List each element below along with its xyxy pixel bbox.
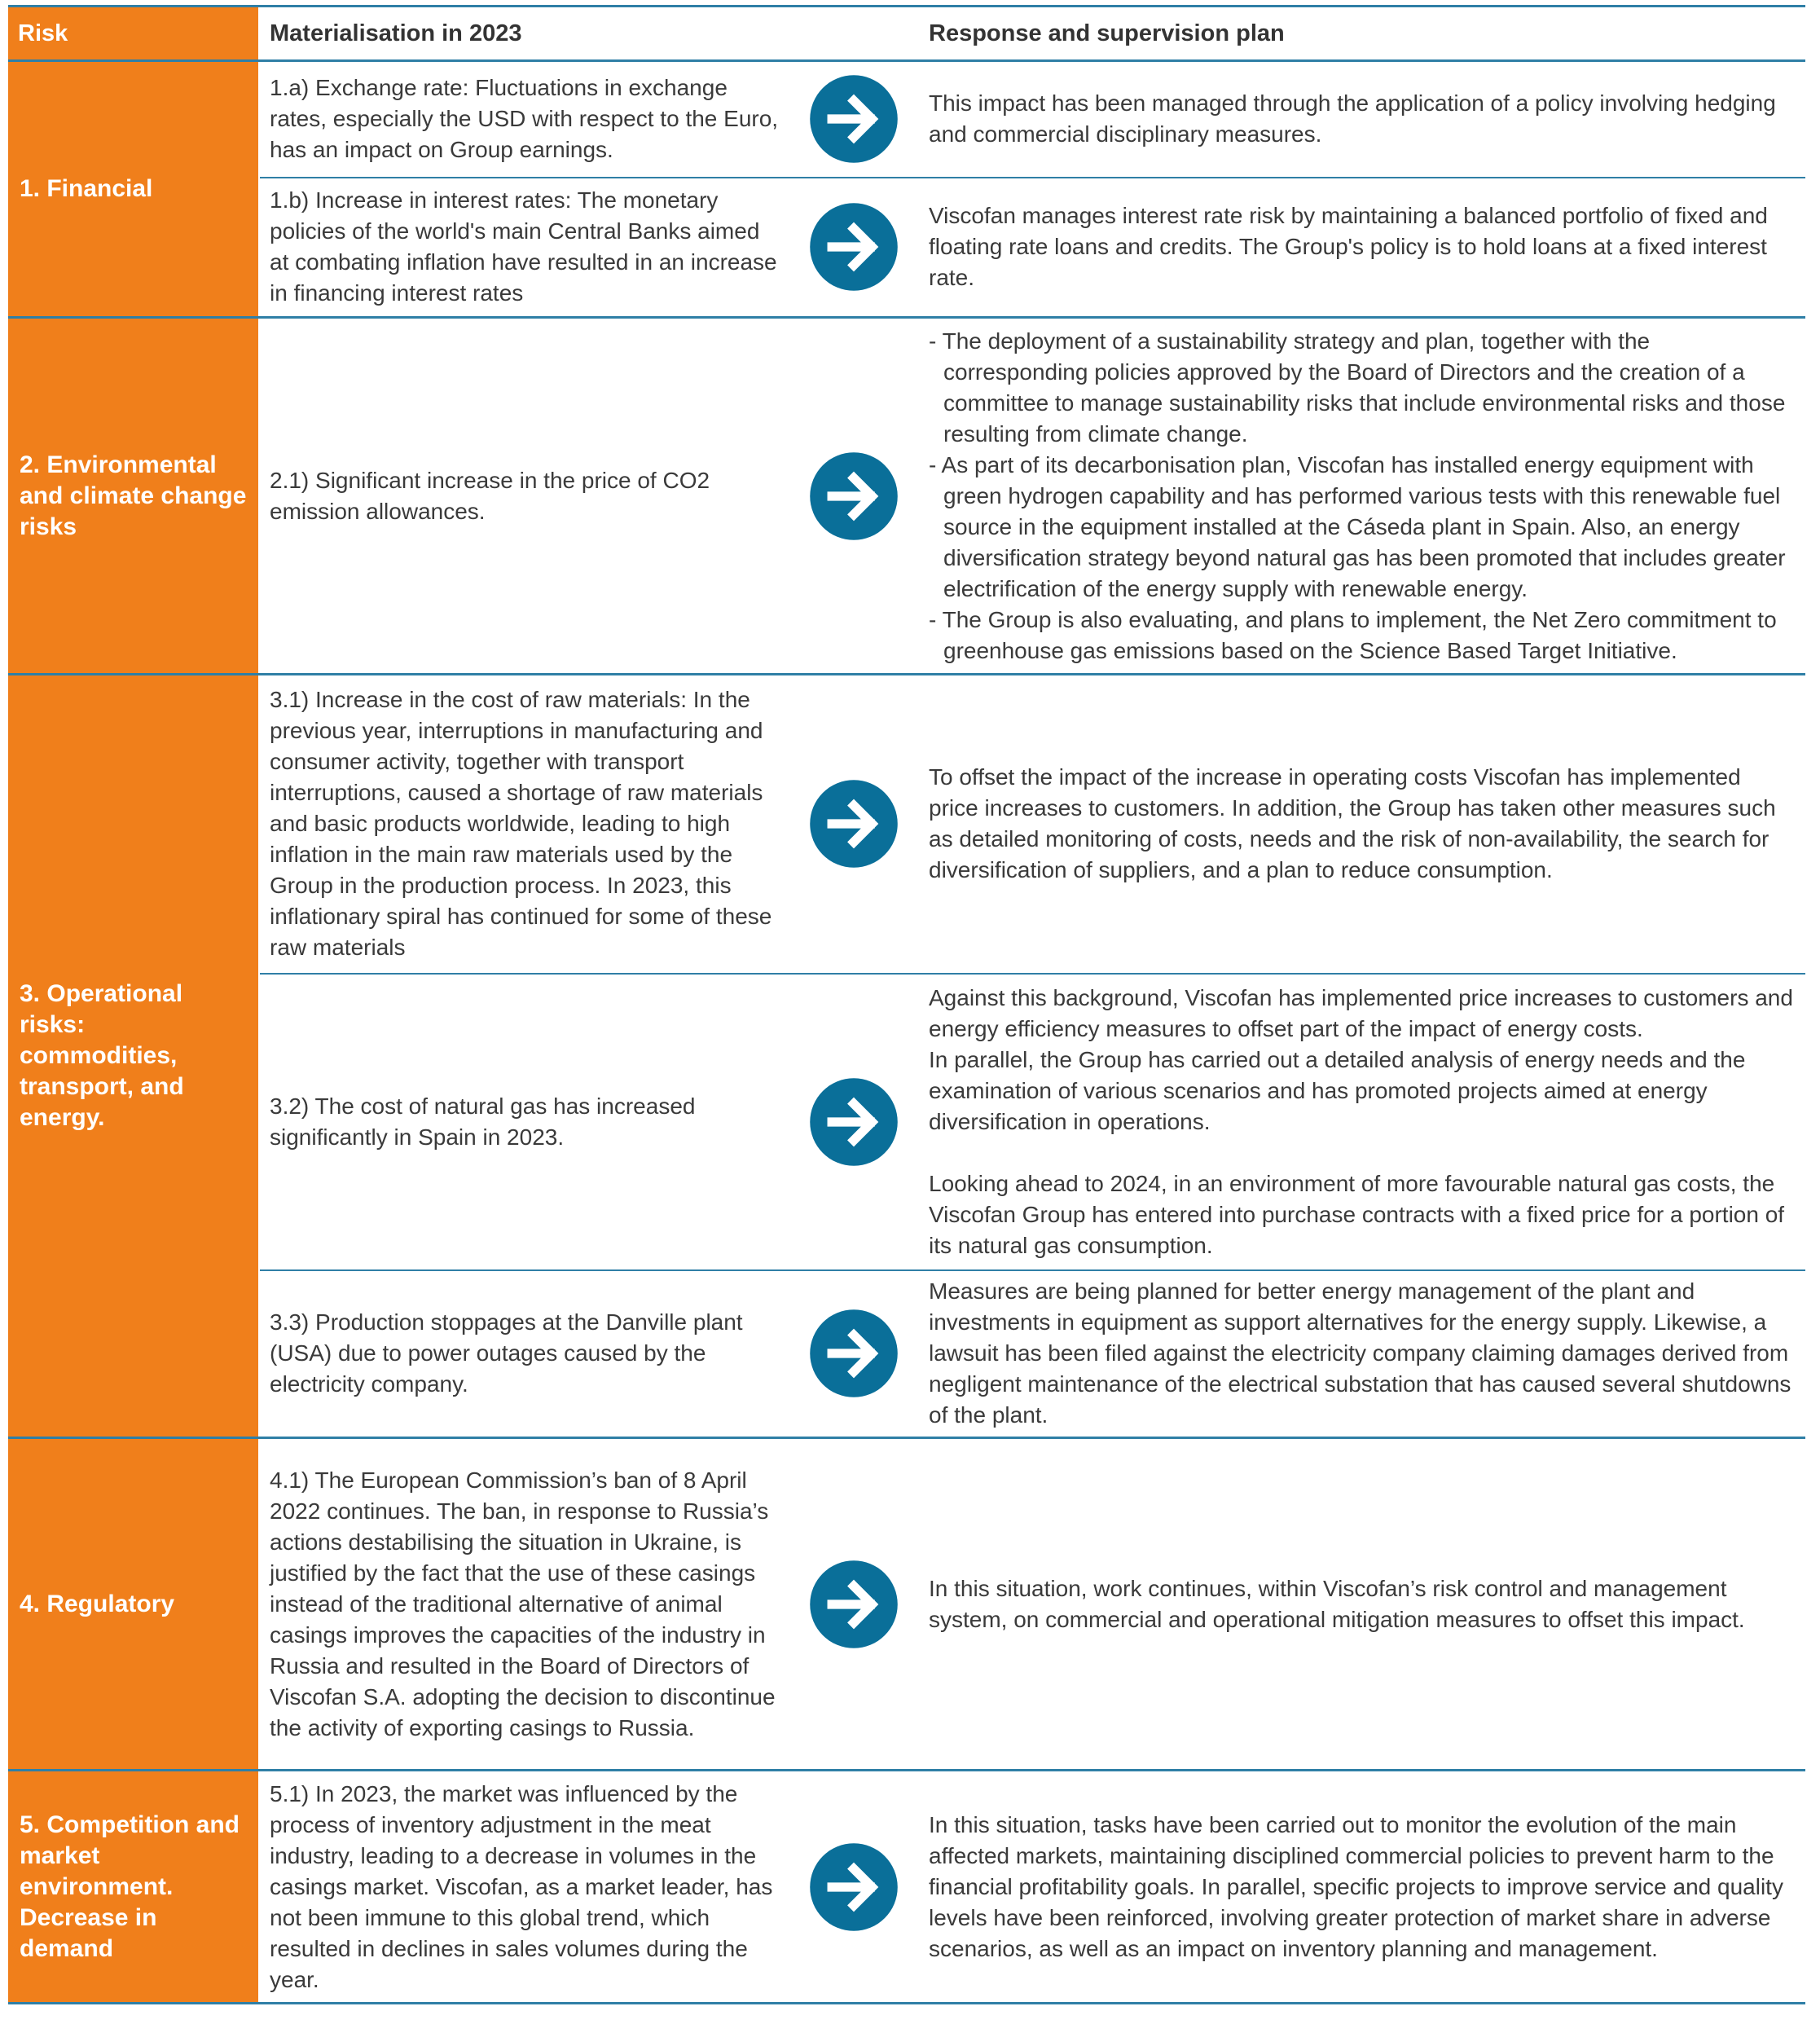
arrow-cell — [789, 1438, 919, 1771]
materialisation-cell: 1.b) Increase in interest rates: The monetary policies of the world's main Central Banks aimed at combating inflation have resulted in an increase in financing interest rates — [259, 178, 789, 318]
response-cell — [919, 1438, 1805, 1771]
materialisation-cell: 4.1) The European Commission’s ban of 8 April 2022 continues. The ban, in response to Russia’s actions destabilising the situation in Ukraine, is justified by the fact that the use of these casings instead of the traditional alternative of animal casings improves the capacities of the industry in Russia and resulted in the Board of Directors of Viscofan S.A. adopting the decision to discontinue the activity of exporting casings to Russia. — [259, 1438, 789, 1771]
materialisation-cell: 5.1) In 2023, the market was influenced by the process of inventory adjustment in the meat industry, leading to a decrease in volumes in the casings market. Viscofan, as a market leader, has not been immune to this global trend, which resulted in declines in sales volumes during the year. — [259, 1771, 789, 2004]
arrow-cell — [789, 1771, 919, 2004]
header-risk: Risk — [8, 7, 259, 61]
arrow-right-circle-icon — [808, 201, 899, 293]
risk-category: 3. Operational risks: commodities, transport, and energy. — [8, 675, 259, 1438]
risk-category: 4. Regulatory — [8, 1438, 259, 1771]
header-row — [8, 7, 1805, 61]
arrow-cell — [789, 318, 919, 675]
response-bullet: - As part of its decarbonisation plan, Viscofan has installed energy equipment with green hydrogen capability and has performed various tests with this renewable fuel source in the equipment installed at the Cáseda plant in Spain. Also, an energy diversification strategy beyond natural gas has been promoted that includes greater electrification of the energy supply with renewable energy. — [929, 451, 1786, 601]
risk-table — [8, 5, 1805, 2004]
table-row — [8, 1438, 1805, 1771]
response-cell — [919, 61, 1805, 178]
arrow-right-circle-icon — [808, 1308, 899, 1399]
materialisation-cell: 1.a) Exchange rate: Fluctuations in exchange rates, especially the USD with respect to the Euro, has an impact on Group earnings. — [259, 61, 789, 178]
table-row — [8, 1270, 1805, 1438]
response-cell — [919, 974, 1805, 1270]
response-paragraph: To offset the impact of the increase in operating costs Viscofan has implemented price increases to customers. In addition, the Group has taken other measures such as detailed monitoring of costs, needs and the risk of non-availability, the search for diversification of suppliers, and a plan to reduce consumption. — [929, 764, 1776, 883]
header-materialisation: Materialisation in 2023 — [259, 7, 919, 61]
arrow-cell — [789, 178, 919, 318]
arrow-cell — [789, 974, 919, 1270]
response-paragraph: This impact has been managed through the application of a policy involving hedging and commercial disciplinary measures. — [929, 90, 1776, 147]
table-row — [8, 675, 1805, 974]
table-row — [8, 1771, 1805, 2004]
response-cell — [919, 318, 1805, 675]
response-paragraph: Viscofan manages interest rate risk by maintaining a balanced portfolio of fixed and floating rate loans and credits. The Group's policy is to hold loans at a fixed interest rate. — [929, 203, 1768, 291]
response-cell — [919, 1771, 1805, 2004]
arrow-cell — [789, 1270, 919, 1438]
response-cell — [919, 675, 1805, 974]
arrow-right-circle-icon — [808, 73, 899, 165]
arrow-right-circle-icon — [808, 778, 899, 869]
table-row — [8, 178, 1805, 318]
arrow-right-circle-icon — [808, 451, 899, 542]
response-paragraph: In this situation, work continues, within Viscofan’s risk control and management system, on commercial and operational mitigation measures to offset this impact. — [929, 1575, 1745, 1632]
risk-category: 2. Environmental and climate change risks — [8, 318, 259, 675]
arrow-right-circle-icon — [808, 1841, 899, 1933]
arrow-cell — [789, 675, 919, 974]
risk-category: 1. Financial — [8, 61, 259, 318]
response-cell — [919, 178, 1805, 318]
materialisation-cell: 2.1) Significant increase in the price of CO2 emission allowances. — [259, 318, 789, 675]
arrow-right-circle-icon — [808, 1559, 899, 1650]
response-paragraph: Looking ahead to 2024, in an environment of more favourable natural gas costs, the Viscofan Group has entered into purchase contracts with a fixed price for a portion of its natural gas consumption. — [929, 1170, 1785, 1258]
response-bullet: - The Group is also evaluating, and plans to implement, the Net Zero commitment to greenhouse gas emissions based on the Science Based Target Initiative. — [929, 606, 1777, 663]
arrow-right-circle-icon — [808, 1076, 899, 1168]
response-bullet: - The deployment of a sustainability strategy and plan, together with the corresponding policies approved by the Board of Directors and the creation of a committee to manage sustainability risks that include environmental risks and those resulting from climate change. — [929, 328, 1786, 447]
response-paragraph: In this situation, tasks have been carried out to monitor the evolution of the main affected markets, maintaining disciplined commercial policies to prevent harm to the financial profitability goals. In parallel, specific projects to improve service and quality levels have been reinforced, involving greater protection of market share in adverse scenarios, as well as an impact on inventory planning and management. — [929, 1811, 1783, 1961]
response-cell — [919, 1270, 1805, 1438]
table-row — [8, 61, 1805, 178]
materialisation-cell: 3.1) Increase in the cost of raw materials: In the previous year, interruptions in manufacturing and consumer activity, together with transport interruptions, caused a shortage of raw materials and basic products worldwide, leading to high inflation in the main raw materials used by the Group in the production process. In 2023, this inflationary spiral has continued for some of these raw materials — [259, 675, 789, 974]
materialisation-cell: 3.3) Production stoppages at the Danville plant (USA) due to power outages caused by the electricity company. — [259, 1270, 789, 1438]
response-paragraph: Measures are being planned for better energy management of the plant and investments in equipment as support alternatives for the energy supply. Likewise, a lawsuit has been filed against the electricity company claiming damages derived from negligent maintenance of the electrical substation that has caused several shutdowns of the plant. — [929, 1278, 1791, 1428]
table-row — [8, 318, 1805, 675]
response-paragraph: In parallel, the Group has carried out a detailed analysis of energy needs and the examination of various scenarios and has promoted projects aimed at energy diversification in operations. — [929, 1046, 1746, 1134]
arrow-cell — [789, 61, 919, 178]
materialisation-cell: 3.2) The cost of natural gas has increased significantly in Spain in 2023. — [259, 974, 789, 1270]
header-response: Response and supervision plan — [919, 7, 1805, 61]
table-row — [8, 974, 1805, 1270]
response-paragraph: Against this background, Viscofan has implemented price increases to customers and energy efficiency measures to offset part of the impact of energy costs. — [929, 984, 1793, 1041]
risk-category: 5. Competition and market environment. Decrease in demand — [8, 1771, 259, 2004]
